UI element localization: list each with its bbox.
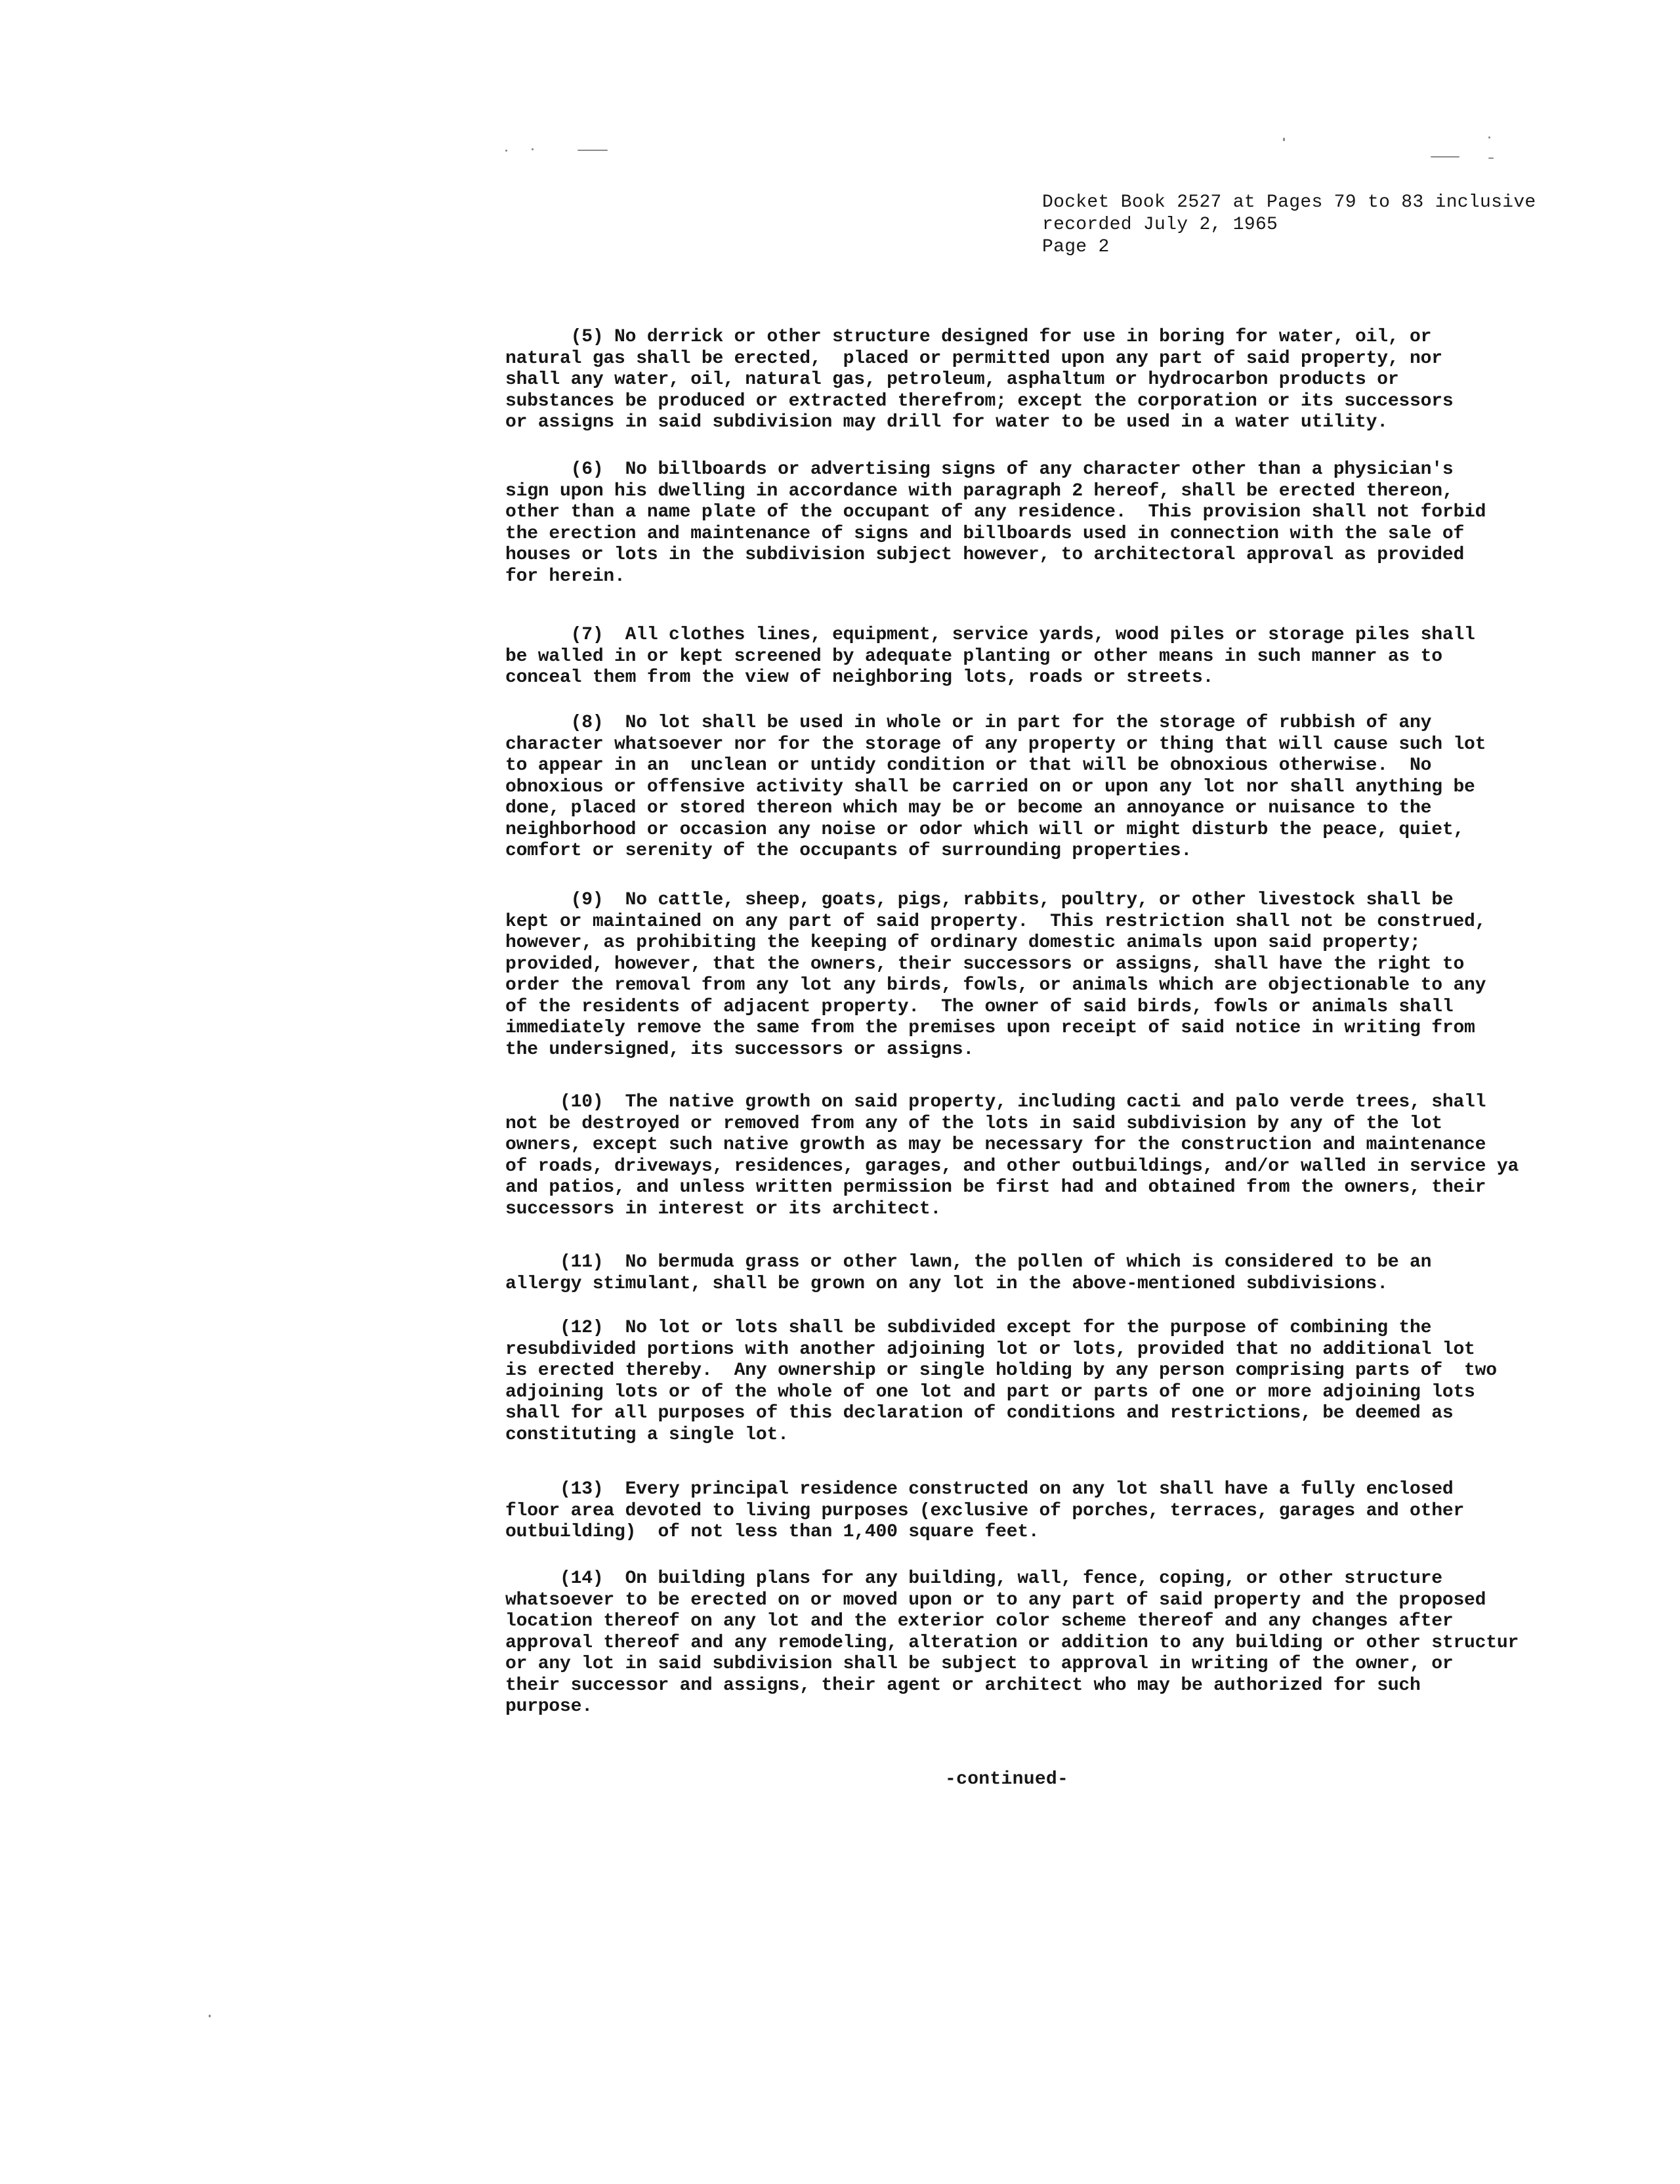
docket-header [1042,192,1536,259]
paragraph-14 [505,1568,1529,1718]
paragraph-9 [505,890,1529,1060]
paragraph-line: (10) The native growth on said property, including cacti and palo verde trees, shall [505,1092,1486,1112]
paragraph-line: not be destroyed or removed from any of the lots in said subdivision by any of the lot [505,1113,1442,1134]
paragraph-line: be walled in or kept screened by adequate planting or other means in such manner as to [505,646,1442,667]
paragraph-line: their successor and assigns, their agent or architect who may be authorized for such [505,1675,1421,1696]
paragraph-line: location thereof on any lot and the exterior color scheme thereof and any changes after [505,1611,1454,1631]
paragraph-line: (11) No bermuda grass or other lawn, the pollen of which is considered to be an [505,1252,1432,1272]
paragraph-10 [505,1092,1529,1220]
paragraph-line: (5) No derrick or other structure designed for use in boring for water, oil, or [505,327,1432,347]
paragraph-line: for herein. [505,566,625,587]
paragraph-line: adjoining lots or of the whole of one lot and part or parts of one or more adjoining lots [505,1381,1475,1402]
scan-speck [1283,138,1285,141]
paragraph-line: (13) Every principal residence constructed on any lot shall have a fully enclosed [505,1479,1454,1500]
paragraph-line: the undersigned, its successors or assigns. [505,1039,974,1060]
paragraph-line: of the residents of adjacent property. The owner of said birds, fowls or animals shall [505,996,1454,1017]
paragraph-line: purpose. [505,1696,593,1717]
paragraph-11 [505,1252,1529,1295]
paragraph-line: constituting a single lot. [505,1424,789,1445]
paragraph-line: neighborhood or occasion any noise or odor which will or might disturb the peace, quiet, [505,819,1465,840]
scan-speck [532,148,534,150]
paragraph-line: shall for all purposes of this declaration of conditions and restrictions, be deemed as [505,1403,1454,1423]
paragraph-line: conceal them from the view of neighboring lots, roads or streets. [505,667,1214,688]
continued-footer: -continued- [945,1769,1069,1790]
paragraph-line: order the removal from any lot any birds, fowls, or animals which are objectionable to any [505,975,1486,996]
paragraph-line: done, placed or stored thereon which may be or become an annoyance or nuisance to the [505,798,1432,818]
paragraph-line: allergy stimulant, shall be grown on any lot in the above-mentioned subdivisions. [505,1273,1388,1294]
paragraph-7 [505,625,1529,689]
paragraph-line: shall any water, oil, natural gas, petroleum, asphaltum or hydrocarbon products or [505,369,1399,390]
paragraph-line: resubdivided portions with another adjoining lot or lots, provided that no additional lot [505,1339,1475,1360]
paragraph-line: character whatsoever nor for the storage of any property or thing that will cause such lot [505,734,1486,755]
paragraph-line: the erection and maintenance of signs and billboards used in connection with the sale of [505,523,1465,544]
paragraph-line: houses or lots in the subdivision subject however, to architectoral approval as provided [505,545,1465,565]
paragraph-line: successors in interest or its architect. [505,1198,942,1219]
paragraph-8 [505,713,1529,862]
scan-speck [505,150,507,152]
paragraph-line: (8) No lot shall be used in whole or in part for the storage of rubbish of any [505,713,1432,733]
paragraph-line: of roads, driveways, residences, garages, and other outbuildings, and/or walled in service ya [505,1156,1519,1177]
paragraph-line: kept or maintained on any part of said property. This restriction shall not be construed, [505,911,1486,932]
paragraph-line: other than a name plate of the occupant of any residence. This provision shall not forbid [505,502,1486,522]
header-line-1: Docket Book 2527 at Pages 79 to 83 inclusive [1042,192,1536,213]
paragraph-line: approval thereof and any remodeling, alteration or addition to any building or other structur [505,1632,1519,1653]
paragraph-line: to appear in an unclean or untidy condition or that will be obnoxious otherwise. No [505,755,1432,776]
paragraph-line: whatsoever to be erected on or moved upon or to any part of said property and the proposed [505,1589,1486,1610]
paragraph-line: (9) No cattle, sheep, goats, pigs, rabbits, poultry, or other livestock shall be [505,890,1454,910]
paragraph-line: or assigns in said subdivision may drill for water to be used in a water utility. [505,412,1388,432]
paragraph-line: (6) No billboards or advertising signs of any character other than a physician's [505,459,1454,480]
paragraph-line: however, as prohibiting the keeping of ordinary domestic animals upon said property; [505,933,1421,953]
paragraph-line: immediately remove the same from the premises upon receipt of said notice in writing from [505,1018,1475,1038]
scan-speck [1488,158,1494,159]
paragraph-line: is erected thereby. Any ownership or single holding by any person comprising parts of two [505,1360,1497,1381]
paragraph-line: substances be produced or extracted therefrom; except the corporation or its successors [505,390,1454,411]
paragraph-line: outbuilding) of not less than 1,400 square feet. [505,1522,1040,1542]
paragraph-line: natural gas shall be erected, placed or permitted upon any part of said property, nor [505,348,1442,369]
paragraph-line: comfort or serenity of the occupants of surrounding properties. [505,841,1192,861]
header-line-3: Page 2 [1042,237,1110,257]
paragraph-line: obnoxious or offensive activity shall be carried on or upon any lot nor shall anything be [505,776,1475,797]
paragraph-13 [505,1479,1529,1544]
scan-speck [209,2015,211,2017]
header-line-2: recorded July 2, 1965 [1042,215,1278,235]
paragraph-line: or any lot in said subdivision shall be subject to approval in writing of the owner, or [505,1654,1454,1674]
paragraph-line: sign upon his dwelling in accordance with paragraph 2 hereof, shall be erected thereon, [505,480,1454,501]
paragraph-5 [505,327,1529,434]
scan-speck [1431,156,1460,158]
paragraph-line: (14) On building plans for any building, wall, fence, coping, or other structure [505,1568,1442,1589]
scan-speck [578,150,608,151]
paragraph-line: owners, except such native growth as may be necessary for the construction and maintenance [505,1135,1486,1155]
paragraph-line: and patios, and unless written permission be first had and obtained from the owners, their [505,1177,1486,1198]
paragraph-line: (7) All clothes lines, equipment, service yards, wood piles or storage piles shall [505,625,1475,645]
scan-speck [1488,136,1490,138]
paragraph-12 [505,1318,1529,1446]
paragraph-line: floor area devoted to living purposes (exclusive of porches, terraces, garages and other [505,1500,1465,1521]
paragraph-line: provided, however, that the owners, their successors or assigns, shall have the right to [505,954,1465,975]
paragraph-6 [505,459,1529,587]
paragraph-line: (12) No lot or lots shall be subdivided except for the purpose of combining the [505,1318,1432,1338]
